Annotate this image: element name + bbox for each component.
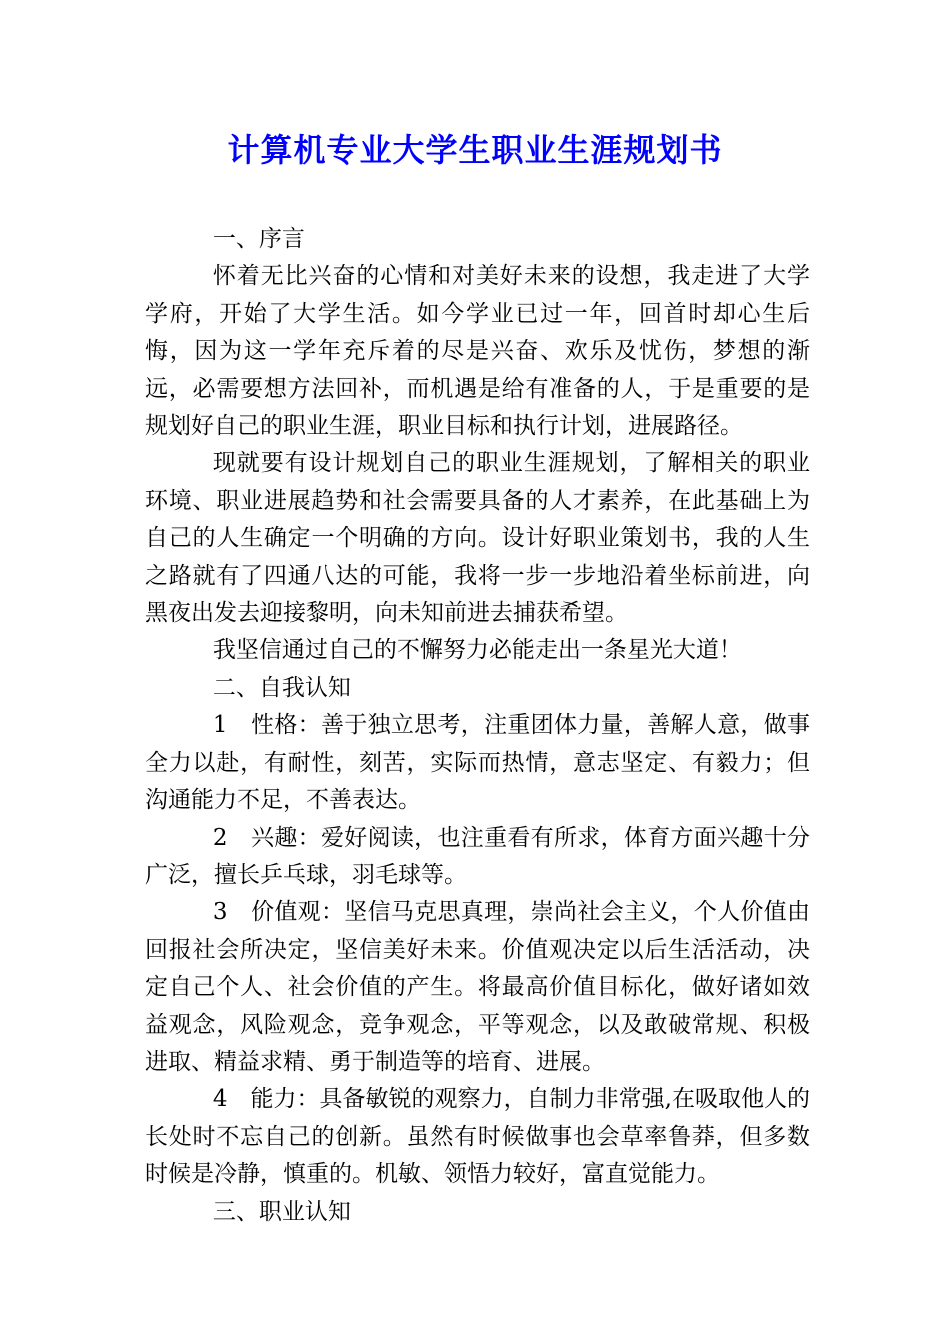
document-body (145, 221, 810, 1231)
paragraph: 现就要有设计规划自己的职业生涯规划，了解相关的职业环境、职业进展趋势和社会需要具备的人才素养，在此基础上为自己的人生确定一个明确的方向。设计好职业策划书，我的人生之路就有了四通八达的可能，我将一步一步地沿着坐标前进，向黑夜出发去迎接黎明，向未知前进去捕获希望。 (145, 450, 810, 627)
paragraph-personality: 1 性格：善于独立思考，注重团体力量，善解人意，做事全力以赴，有耐性，刻苦，实际而热情，意志坚定、有毅力；但沟通能力不足，不善表达。 (145, 712, 810, 814)
document-title: 计算机专业大学生职业生涯规划书 (227, 131, 723, 169)
paragraph-interests: 2 兴趣：爱好阅读，也注重看有所求，体育方面兴趣十分广泛，擅长乒乓球，羽毛球等。 (145, 824, 810, 888)
paragraph: 我坚信通过自己的不懈努力必能走出一条星光大道！ (212, 637, 742, 664)
section-heading-self-awareness: 二、自我认知 (212, 674, 351, 701)
paragraph-abilities: 4 能力：具备敏锐的观察力，自制力非常强,在吸取他人的长处时不忘自己的创新。虽然有时候做事也会草率鲁莽，但多数时候是冷静，慎重的。机敏、领悟力较好，富直觉能力。 (145, 1086, 810, 1188)
section-heading-career-awareness: 三、职业认知 (212, 1198, 351, 1225)
paragraph: 怀着无比兴奋的心情和对美好未来的设想，我走进了大学学府，开始了大学生活。如今学业已过一年，回首时却心生后悔，因为这一学年充斥着的尽是兴奋、欢乐及忧伤，梦想的渐远，必需要想方法回补，而机遇是给有准备的人，于是重要的是规划好自己的职业生涯，职业目标和执行计划，进展路径。 (145, 263, 810, 440)
paragraph-values: 3 价值观：坚信马克思真理，崇尚社会主义，个人价值由回报社会所决定，坚信美好未来。价值观决定以后生活活动，决定自己个人、社会价值的产生。将最高价值目标化，做好诸如效益观念，风险观念，竞争观念，平等观念，以及敢破常规、积极进取、精益求精、勇于制造等的培育、进展。 (145, 899, 810, 1075)
section-heading-preface: 一、序言 (212, 226, 305, 252)
